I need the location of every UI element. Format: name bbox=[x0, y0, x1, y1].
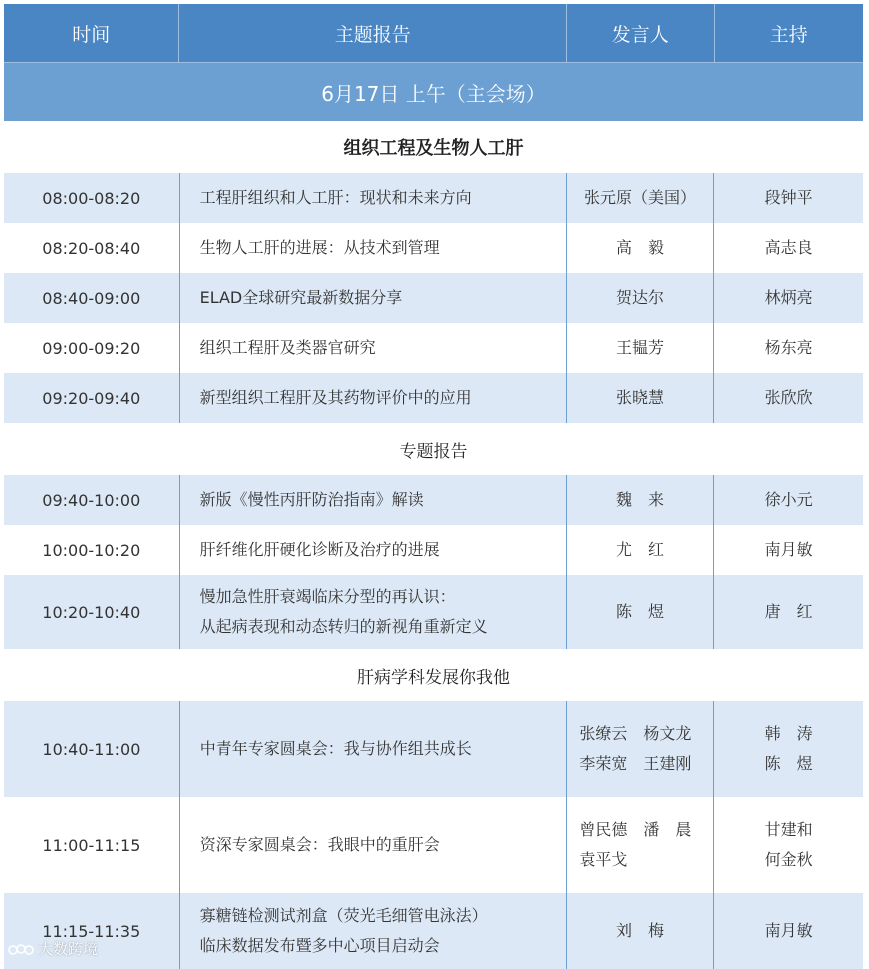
cell-host-line: 徐小元 bbox=[764, 490, 813, 509]
cell-time: 10:40-11:00 bbox=[4, 701, 180, 797]
cell-host-line: 南月敏 bbox=[764, 921, 813, 940]
cell-speaker-line: 高 毅 bbox=[616, 238, 665, 257]
cell-speaker bbox=[567, 273, 715, 323]
cell-host bbox=[714, 373, 863, 423]
cell-time: 08:20-08:40 bbox=[4, 223, 180, 273]
cell-host bbox=[714, 173, 863, 223]
cell-host-line: 段钟平 bbox=[764, 188, 813, 207]
cell-speaker-line: 贺达尔 bbox=[616, 288, 665, 307]
cell-speaker bbox=[567, 525, 715, 575]
day-bar: 6月17日 上午（主会场） bbox=[4, 62, 863, 121]
cell-host bbox=[714, 475, 863, 525]
cell-topic bbox=[180, 797, 568, 893]
cell-topic-line: 从起病表现和动态转归的新视角重新定义 bbox=[199, 617, 488, 636]
cell-speaker-line: 曾民德 潘 晨 bbox=[579, 820, 692, 839]
cell-speaker bbox=[567, 373, 715, 423]
cell-time: 11:15-11:35 bbox=[4, 893, 180, 969]
cell-topic bbox=[180, 173, 567, 223]
cell-time: 08:40-09:00 bbox=[4, 273, 180, 323]
cell-topic-line: 肝纤维化肝硬化诊断及治疗的进展 bbox=[199, 540, 440, 559]
cell-topic bbox=[180, 373, 567, 423]
cell-host-line: 高志良 bbox=[764, 238, 813, 257]
table-header bbox=[4, 4, 863, 62]
cell-speaker-line: 尤 红 bbox=[616, 540, 665, 559]
cell-speaker-line: 李荣宽 王建刚 bbox=[579, 754, 692, 773]
table-row bbox=[4, 223, 863, 273]
cell-topic bbox=[180, 525, 567, 575]
cell-speaker bbox=[567, 893, 715, 969]
schedule-table bbox=[4, 4, 863, 969]
cell-host-line: 陈 煜 bbox=[764, 754, 813, 773]
cell-topic bbox=[180, 223, 567, 273]
cell-host-line: 唐 红 bbox=[764, 602, 813, 621]
cell-topic bbox=[180, 893, 567, 969]
watermark-text: 大数跨境 bbox=[38, 940, 99, 958]
cell-topic-line: 生物人工肝的进展：从技术到管理 bbox=[199, 238, 440, 257]
cell-topic-line: ELAD全球研究最新数据分享 bbox=[199, 288, 403, 307]
table-row bbox=[4, 173, 863, 223]
table-row bbox=[4, 525, 863, 575]
table-row bbox=[4, 575, 863, 649]
cell-host-line: 何金秋 bbox=[764, 850, 813, 869]
cell-speaker-line: 张缭云 杨文龙 bbox=[579, 724, 692, 743]
cell-speaker-line: 王韫芳 bbox=[616, 338, 665, 357]
cell-topic bbox=[180, 475, 567, 525]
cell-speaker bbox=[567, 323, 715, 373]
cell-host bbox=[714, 797, 863, 893]
cell-topic-line: 临床数据发布暨多中心项目启动会 bbox=[199, 936, 440, 955]
cell-speaker-line: 陈 煜 bbox=[616, 602, 665, 621]
cell-host-line: 南月敏 bbox=[764, 540, 813, 559]
cell-topic-line: 组织工程肝及类器官研究 bbox=[199, 338, 376, 357]
table-row bbox=[4, 893, 863, 969]
cell-host bbox=[714, 525, 863, 575]
cell-speaker-line: 魏 来 bbox=[616, 490, 665, 509]
cell-time: 09:40-10:00 bbox=[4, 475, 180, 525]
header-time: 时间 bbox=[4, 4, 179, 62]
cell-speaker-line: 袁平戈 bbox=[579, 850, 628, 869]
cell-time: 10:00-10:20 bbox=[4, 525, 180, 575]
cell-host bbox=[714, 223, 863, 273]
table-row bbox=[4, 701, 863, 797]
table-row bbox=[4, 373, 863, 423]
cell-topic-line: 新型组织工程肝及其药物评价中的应用 bbox=[199, 388, 472, 407]
cell-topic bbox=[180, 575, 567, 649]
cell-time: 11:00-11:15 bbox=[4, 797, 180, 893]
table-body bbox=[4, 121, 863, 969]
cell-topic-line: 寡糖链检测试剂盒（荧光毛细管电泳法） bbox=[199, 906, 488, 925]
cell-topic bbox=[180, 323, 567, 373]
cell-speaker-line: 张元原（美国） bbox=[584, 188, 697, 207]
cell-host bbox=[714, 273, 863, 323]
cell-host-line: 张欣欣 bbox=[764, 388, 813, 407]
cell-speaker bbox=[567, 575, 715, 649]
cell-time: 08:00-08:20 bbox=[4, 173, 180, 223]
section-title: 专题报告 bbox=[4, 423, 863, 475]
cell-host-line: 杨东亮 bbox=[764, 338, 813, 357]
cell-topic-line: 工程肝组织和人工肝：现状和未来方向 bbox=[199, 188, 472, 207]
cell-host bbox=[714, 575, 863, 649]
cell-host bbox=[714, 323, 863, 373]
cell-host-line: 韩 涛 bbox=[764, 724, 813, 743]
table-row bbox=[4, 323, 863, 373]
cell-topic-line: 慢加急性肝衰竭临床分型的再认识： bbox=[199, 587, 456, 606]
cell-speaker bbox=[567, 173, 715, 223]
cell-speaker bbox=[567, 701, 714, 797]
logo-icon bbox=[8, 941, 34, 957]
cell-speaker bbox=[567, 797, 714, 893]
table-row bbox=[4, 797, 863, 893]
cell-host-line: 林炳亮 bbox=[764, 288, 813, 307]
cell-speaker-line: 刘 梅 bbox=[616, 921, 665, 940]
cell-topic bbox=[180, 273, 567, 323]
header-host: 主持 bbox=[769, 23, 808, 46]
cell-host-line: 甘建和 bbox=[764, 820, 813, 839]
cell-topic bbox=[180, 701, 568, 797]
cell-speaker-line: 张晓慧 bbox=[616, 388, 665, 407]
cell-time: 09:20-09:40 bbox=[4, 373, 180, 423]
cell-speaker bbox=[567, 475, 715, 525]
header-speaker: 发言人 bbox=[567, 4, 714, 62]
watermark bbox=[8, 938, 98, 959]
cell-time: 09:00-09:20 bbox=[4, 323, 180, 373]
table-row bbox=[4, 475, 863, 525]
cell-topic-line: 资深专家圆桌会：我眼中的重肝会 bbox=[199, 835, 440, 854]
cell-host bbox=[714, 893, 863, 969]
header-topic: 主题报告 bbox=[179, 4, 567, 62]
cell-topic-line: 新版《慢性丙肝防治指南》解读 bbox=[199, 490, 424, 509]
cell-speaker bbox=[567, 223, 715, 273]
table-row bbox=[4, 273, 863, 323]
cell-time: 10:20-10:40 bbox=[4, 575, 180, 649]
section-title: 肝病学科发展你我他 bbox=[4, 649, 863, 701]
cell-host bbox=[714, 701, 863, 797]
cell-topic-line: 中青年专家圆桌会：我与协作组共成长 bbox=[199, 739, 472, 758]
section-title: 组织工程及生物人工肝 bbox=[4, 121, 863, 173]
